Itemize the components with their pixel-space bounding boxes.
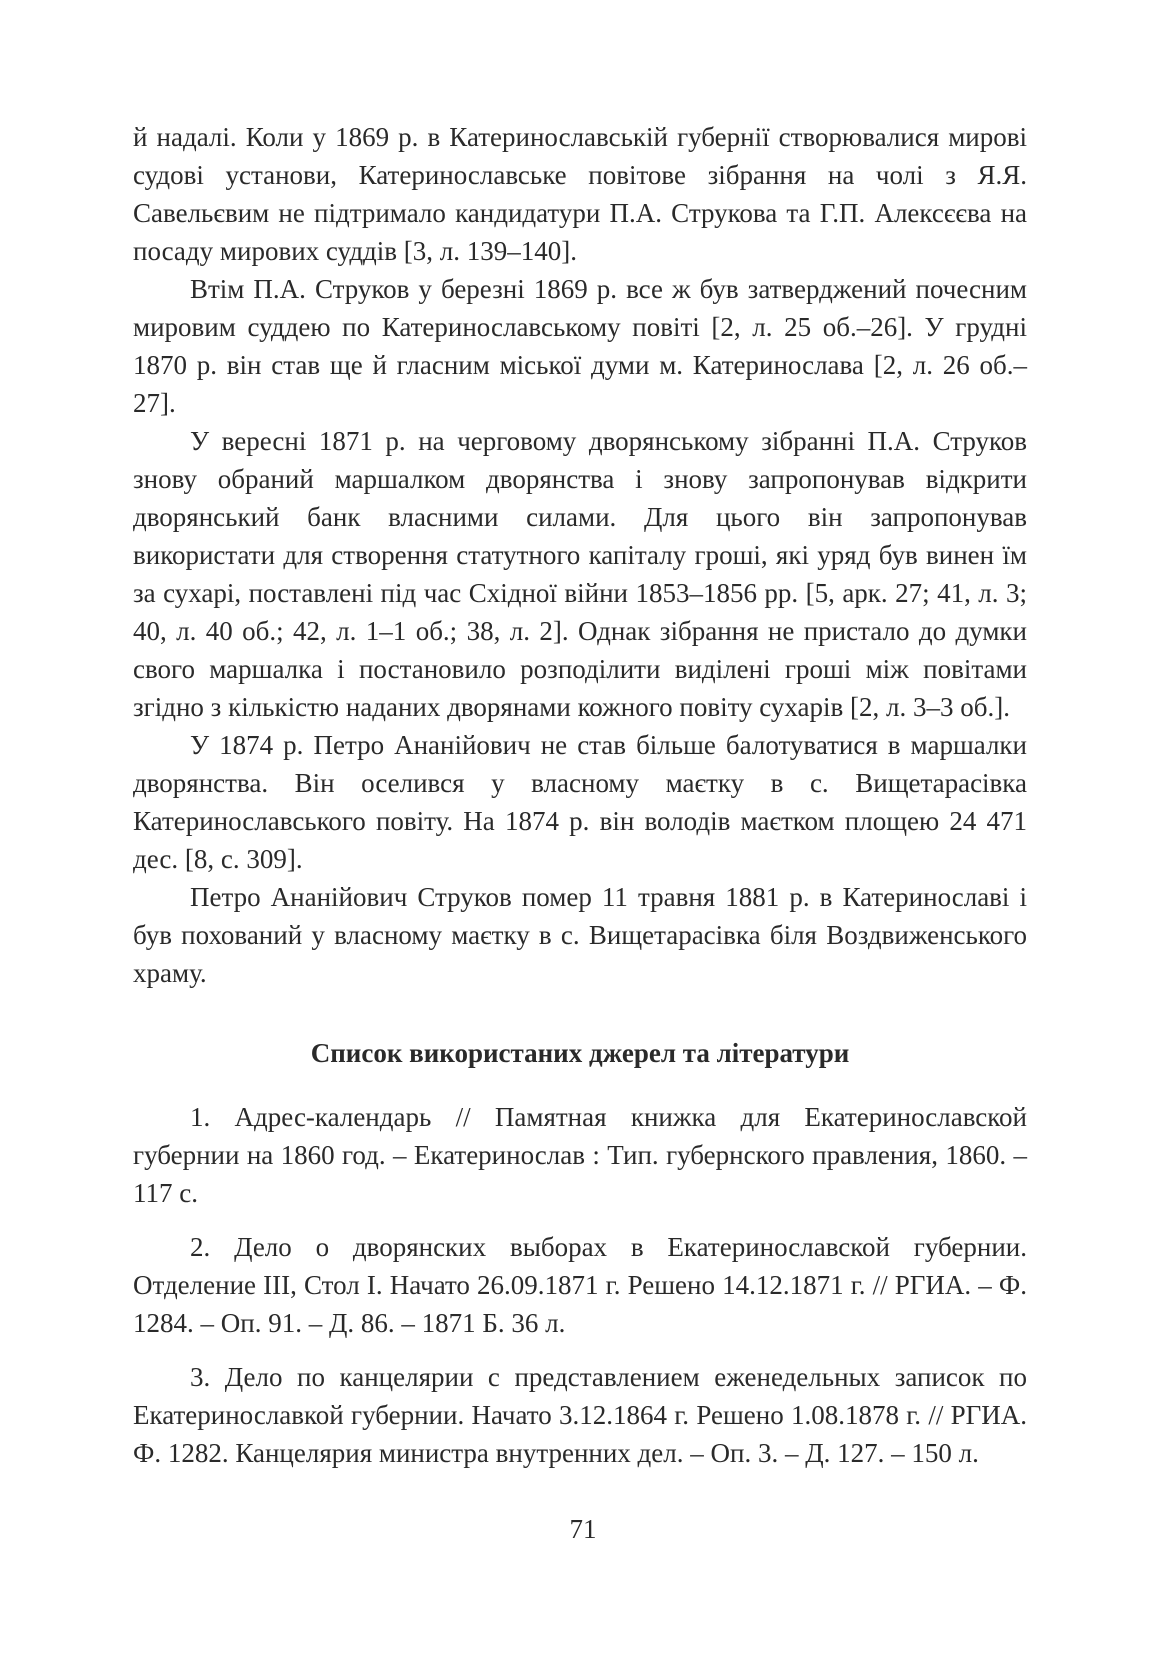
body-paragraph-3: У вересні 1871 р. на черговому дворянському зібранні П.А. Струков знову обраний маршалком дворянства і знову запропонував відкрити дворянський банк власними силами. Для цього він запропонував використати для створення статутного капіталу гроші, які уряд був винен їм за сухарі, поставлені під час Східної війни 1853–1856 рр. [5, арк. 27; 41, л. 3; 40, л. 40 об.; 42, л. 1–1 об.; 38, л. 2]. Однак зібрання не пристало до думки свого маршалка і постановило розподілити виділені гроші між повітами згідно з кількістю наданих дворянами кожного повіту сухарів [2, л. 3–3 об.]. — [133, 426, 1027, 722]
body-paragraph-2: Втім П.А. Струков у березні 1869 р. все ж був затверджений почесним мировим суддею по Катеринославському повіті [2, л. 25 об.–26]. У грудні 1870 р. він став ще й гласним міської думи м. Катеринослава [2, л. 26 об.–27]. — [133, 274, 1027, 418]
body-paragraph-1: й надалі. Коли у 1869 р. в Катеринославській губернії створювалися мирові судові установи, Катеринославське повітове зібрання на чолі з Я.Я. Савельєвим не підтримало кандидатури П.А. Струкова та Г.П. Алексєєва на посаду мирових суддів [3, л. 139–140]. — [133, 122, 1027, 266]
reference-item-3: 3. Дело по канцелярии с представлением еженедельных записок по Екатеринославкой губернии. Начато 3.12.1864 г. Решено 1.08.1878 г. // РГИА. Ф. 1282. Канцелярия министра внутренних дел. – Оп. 3. – Д. 127. – 150 л. — [133, 1362, 1027, 1468]
reference-item-2: 2. Дело о дворянских выборах в Екатеринославской губернии. Отделение III, Стол I. Начато 26.09.1871 г. Решено 14.12.1871 г. // РГИА. – Ф. 1284. – Оп. 91. – Д. 86. – 1871 Б. 36 л. — [133, 1232, 1027, 1338]
page-content — [133, 118, 1027, 1488]
page-number: 71 — [569, 1514, 597, 1544]
body-paragraph-5: Петро Ананійович Струков помер 11 травня 1881 р. в Катеринославі і був похований у власному маєтку в с. Вищетарасівка біля Воздвиженського храму. — [133, 882, 1027, 988]
body-paragraph-4: У 1874 р. Петро Ананійович не став більше балотуватися в маршалки дворянства. Він оселився у власному маєтку в с. Вищетарасівка Катеринославського повіту. На 1874 р. він володів маєтком площею 24 471 дес. [8, с. 309]. — [133, 730, 1027, 874]
reference-item-1: 1. Адрес-календарь // Памятная книжка для Екатеринославской губернии на 1860 год. – Екатеринослав : Тип. губернского правления, 1860. – 117 с. — [133, 1102, 1027, 1208]
references-title: Список використаних джерел та літератури — [310, 1038, 850, 1068]
